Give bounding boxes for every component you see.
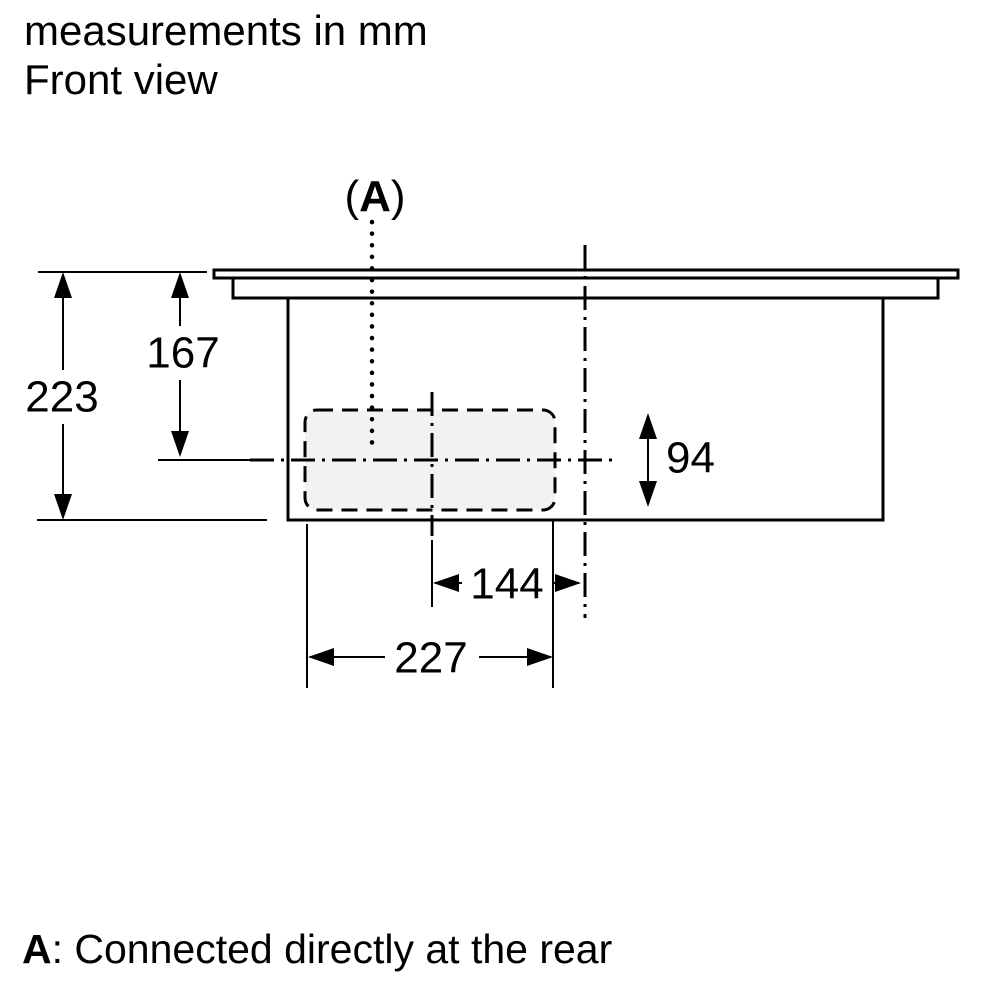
dimension-223 xyxy=(25,272,98,520)
dimension-144 xyxy=(433,560,581,609)
footnote-text: : Connected directly at the rear xyxy=(51,926,613,972)
footnote xyxy=(22,926,612,973)
dimension-value-144: 144 xyxy=(470,559,544,609)
dimension-227 xyxy=(308,634,553,683)
footnote-key: A xyxy=(22,926,52,972)
dimension-value-227: 227 xyxy=(394,633,468,683)
arrowhead-right xyxy=(527,648,553,666)
arrowhead-left xyxy=(308,648,334,666)
title-view-line: Front view xyxy=(24,56,218,103)
arrowhead-down xyxy=(54,494,72,520)
title-units-line: measurements in mm xyxy=(24,7,428,54)
arrowhead-up xyxy=(54,272,72,298)
connection-a-label xyxy=(344,172,405,221)
dimension-value-223: 223 xyxy=(25,372,99,422)
label-a-paren-open: ( xyxy=(344,171,360,221)
arrowhead-left xyxy=(433,574,459,592)
arrowhead-up xyxy=(171,272,189,298)
arrowhead-right xyxy=(555,574,581,592)
dimension-value-167: 167 xyxy=(146,328,220,378)
label-a-paren-close: ) xyxy=(390,171,406,221)
dimension-167 xyxy=(146,272,219,457)
label-a-letter: A xyxy=(359,171,391,221)
dimension-value-94: 94 xyxy=(666,433,715,483)
arrowhead-down xyxy=(171,431,189,457)
